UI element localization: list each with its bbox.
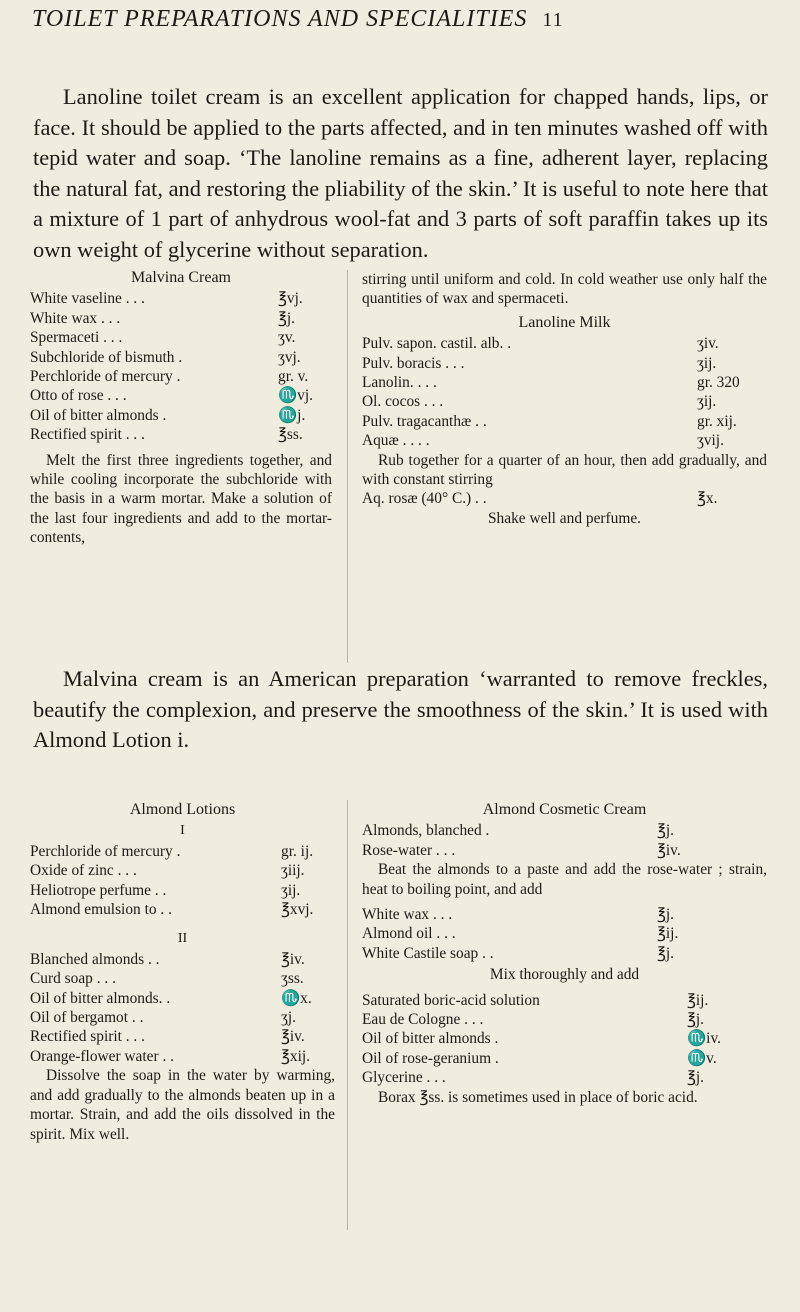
column-divider <box>347 270 348 663</box>
recipe-title: Almond Cosmetic Cream <box>482 801 647 818</box>
ingredient-list <box>30 289 332 444</box>
column-divider <box>347 800 348 1230</box>
ingredient-list <box>362 905 767 963</box>
ingredient-list <box>362 991 767 1088</box>
ingredient-row: Oil of rose-geranium . ♏v. <box>362 1049 717 1067</box>
page-number: 11 <box>542 9 564 31</box>
ingredient-row: Aq. rosæ (40° C.) . . ℥x. <box>362 490 718 508</box>
middle-paragraph: Malvina cream is an American preparation ‘warranted to remove freckles, beautify the complexion, and preserve the smoothness of the skin.’ It is used with Almond Lotion i. <box>33 666 768 753</box>
ingredient-row: Rectified spirit . . . ℥ss. <box>30 426 303 444</box>
recipe-title: Lanoline Milk <box>518 313 611 331</box>
ingredient-row: Pulv. tragacanthæ . . gr. xij. <box>362 412 737 430</box>
continued-text: stirring until uniform and cold. In cold weather use only half the quantities of wax and spermaceti. <box>362 271 767 308</box>
intro-paragraph: Lanoline toilet cream is an excellent application for chapped hands, lips, or face. It should be applied to the parts affected, and in ten minutes washed off with tepid water and soap. ‘The lanoline remains as a fine, adherent layer, replacing the natural fat, and restoring the pliability of the skin.’ It is useful to note here that a mixture of 1 part of anhydrous wool-fat and 3 parts of soft paraffin takes up its own weight of glycerine without separation. <box>33 84 768 262</box>
recipe-directions: Dissolve the soap in the water by warming, and add gradually to the almonds beaten up in a mortar. Strain, and add the oils dissolved in the spirit. Mix well. <box>30 1067 335 1143</box>
ingredient-row: Blanched almonds . . ℥iv. <box>30 950 305 968</box>
ingredient-row: Curd soap . . . ʒss. <box>30 970 304 988</box>
ingredient-row: Almond emulsion to . . ℥xvj. <box>30 901 314 919</box>
recipe-directions: Rub together for a quarter of an hour, then add gradually, and with constant stirring <box>362 451 767 489</box>
ingredient-row: Eau de Cologne . . . ℥j. <box>362 1011 705 1029</box>
recipe-number: I <box>180 823 185 839</box>
ingredient-row: White wax . . . ℥j. <box>30 309 296 327</box>
ingredient-row: Heliotrope perfume . . ʒij. <box>30 881 301 899</box>
ingredient-row: White Castile soap . . ℥j. <box>362 944 675 962</box>
ingredient-row: Lanolin. . . . gr. 320 <box>362 374 740 392</box>
ingredient-row: Almonds, blanched . ℥j. <box>362 822 675 840</box>
ingredient-row: Rectified spirit . . . ℥iv. <box>30 1028 305 1046</box>
ingredient-row: Spermaceti . . . ʒv. <box>30 329 296 347</box>
ingredient-row: Almond oil . . . ℥ij. <box>362 925 679 943</box>
ingredient-row: Perchloride of mercury . gr. v. <box>30 368 309 386</box>
running-header <box>32 6 772 33</box>
ingredient-list <box>362 821 767 860</box>
ingredient-row: Glycerine . . . ℥j. <box>362 1069 705 1087</box>
ingredient-row: Pulv. sapon. castil. alb. . ʒiv. <box>362 335 719 353</box>
ingredient-row: White wax . . . ℥j. <box>362 906 675 924</box>
recipe-title: Almond Lotions <box>129 801 236 818</box>
running-title: TOILET PREPARATIONS AND SPECIALITIES <box>32 6 528 32</box>
malvina-cream-recipe <box>30 268 332 548</box>
ingredient-list <box>30 842 335 920</box>
ingredient-row: Oil of bitter almonds. . ♏x. <box>30 989 312 1007</box>
final-instruction: Shake well and perfume. <box>488 509 641 527</box>
ingredient-row: Aquæ . . . . ʒvij. <box>362 432 724 450</box>
recipe-note: Borax ℥ss. is sometimes used in place of boric acid. <box>378 1088 698 1106</box>
ingredient-row: Pulv. boracis . . . ʒij. <box>362 354 717 372</box>
ingredient-row: Oil of bitter almonds . ♏j. <box>30 406 306 424</box>
ingredient-row: Oil of bitter almonds . ♏iv. <box>362 1030 721 1048</box>
ingredient-row: Orange-flower water . . ℥xij. <box>30 1047 310 1065</box>
almond-cosmetic-cream-recipe <box>362 800 767 1107</box>
recipe-directions: Beat the almonds to a paste and add the rose-water ; strain, heat to boiling point, and add <box>362 861 767 898</box>
ingredient-row: Rose-water . . . ℥iv. <box>362 841 681 859</box>
ingredient-row: Oxide of zinc . . . ʒiij. <box>30 862 305 880</box>
ingredient-list <box>30 950 335 1066</box>
ingredient-row: Saturated boric-acid solution ℥ij. <box>362 991 709 1009</box>
ingredient-list <box>362 334 767 450</box>
lanoline-milk-recipe <box>362 270 767 528</box>
ingredient-row: Oil of bergamot . . ʒj. <box>30 1009 296 1027</box>
recipe-directions: Mix thoroughly and add <box>489 966 640 984</box>
ingredient-row: Subchloride of bismuth . ʒvj. <box>30 348 301 366</box>
ingredient-row: Otto of rose . . . ♏vj. <box>30 387 313 405</box>
ingredient-row: Ol. cocos . . . ʒij. <box>362 393 717 411</box>
recipe-title: Malvina Cream <box>131 269 231 286</box>
ingredient-row: White vaseline . . . ℥vj. <box>30 290 303 308</box>
ingredient-row: Perchloride of mercury . gr. ij. <box>30 842 314 860</box>
almond-lotions-recipe <box>30 800 335 1144</box>
recipe-number: II <box>177 931 188 947</box>
recipe-directions: Melt the first three ingredients together, and while cooling incorporate the subchloride with the basis in a warm mortar. Make a solution of the last four ingredients and add to the mortar-contents, <box>30 451 332 547</box>
